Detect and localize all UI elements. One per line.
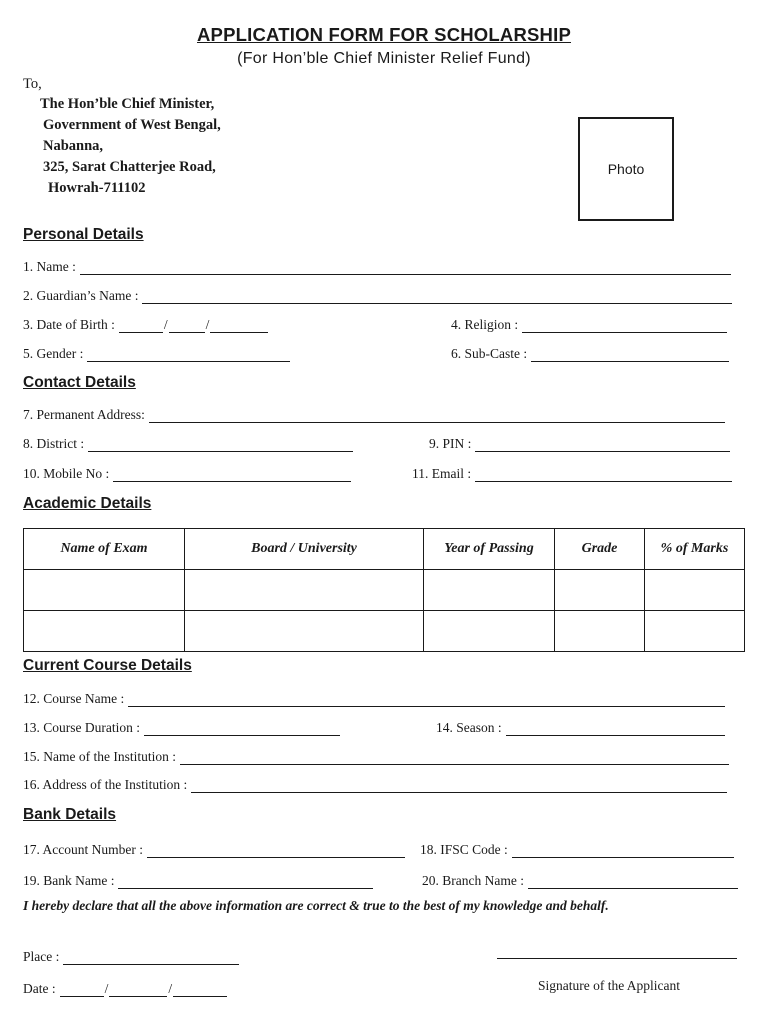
account-number-field[interactable]: [23, 838, 405, 858]
institution-name-input-line[interactable]: [180, 750, 729, 765]
ifsc-code-field[interactable]: [420, 838, 734, 858]
place-label: Place :: [23, 949, 60, 964]
mobile-field[interactable]: [23, 462, 351, 482]
bank-name-input-line[interactable]: [118, 874, 373, 889]
district-label: 8. District :: [23, 436, 85, 451]
section-personal-details: Personal Details: [23, 226, 144, 243]
date-label: Date :: [23, 981, 56, 996]
declaration-text: I hereby declare that all the above information are correct & true to the best of my knowledge and behalf.: [23, 898, 609, 913]
course-duration-field[interactable]: [23, 716, 340, 736]
district-input-line[interactable]: [88, 437, 353, 452]
bank-name-label: 19. Bank Name :: [23, 873, 115, 888]
address-line-5: Howrah-711102: [48, 180, 146, 196]
col-board-university: Board / University: [185, 529, 424, 570]
form-title: APPLICATION FORM FOR SCHOLARSHIP: [197, 24, 571, 45]
photo-label: Photo: [607, 161, 645, 177]
branch-name-label: 20. Branch Name :: [422, 873, 524, 888]
pin-input-line[interactable]: [475, 437, 730, 452]
dob-day-line[interactable]: [119, 318, 163, 333]
date-of-birth-label: 3. Date of Birth :: [23, 317, 115, 332]
section-bank-details: Bank Details: [23, 806, 117, 823]
table-cell[interactable]: [645, 611, 745, 652]
col-year-of-passing: Year of Passing: [424, 529, 555, 570]
permanent-address-input-line[interactable]: [149, 408, 725, 423]
address-line-2: Government of West Bengal,: [43, 117, 221, 133]
sub-caste-label: 6. Sub-Caste :: [451, 346, 528, 361]
date-month-line[interactable]: [109, 982, 167, 997]
place-input-line[interactable]: [63, 950, 239, 965]
section-academic-details: Academic Details: [23, 495, 152, 512]
table-cell[interactable]: [645, 570, 745, 611]
institution-name-label: 15. Name of the Institution :: [23, 749, 176, 764]
permanent-address-field[interactable]: [23, 403, 725, 423]
institution-address-input-line[interactable]: [191, 778, 727, 793]
institution-name-field[interactable]: [23, 745, 729, 765]
col-grade: Grade: [555, 529, 645, 570]
branch-name-field[interactable]: [422, 869, 738, 889]
table-cell[interactable]: [424, 611, 555, 652]
season-field[interactable]: [436, 716, 725, 736]
pin-label: 9. PIN :: [429, 436, 472, 451]
course-name-input-line[interactable]: [128, 692, 725, 707]
institution-address-field[interactable]: [23, 773, 727, 793]
date-field[interactable]: Date : / /: [23, 977, 237, 997]
gender-label: 5. Gender :: [23, 346, 84, 361]
table-cell[interactable]: [424, 570, 555, 611]
season-input-line[interactable]: [506, 721, 725, 736]
form-subtitle: (For Hon’ble Chief Minister Relief Fund): [237, 50, 531, 67]
branch-name-input-line[interactable]: [528, 874, 738, 889]
ifsc-code-input-line[interactable]: [512, 843, 734, 858]
email-input-line[interactable]: [475, 467, 732, 482]
gender-input-line[interactable]: [87, 347, 290, 362]
course-duration-input-line[interactable]: [144, 721, 340, 736]
table-cell[interactable]: [185, 570, 424, 611]
mobile-label: 10. Mobile No :: [23, 466, 110, 481]
section-current-course-details: Current Course Details: [23, 657, 192, 674]
season-label: 14. Season :: [436, 720, 502, 735]
section-contact-details: Contact Details: [23, 374, 136, 391]
guardian-name-field[interactable]: [23, 284, 732, 304]
table-row: [24, 570, 745, 611]
address-line-3: Nabanna,: [43, 138, 104, 154]
dob-month-line[interactable]: [169, 318, 205, 333]
course-name-field[interactable]: [23, 687, 725, 707]
sub-caste-field[interactable]: [451, 342, 729, 362]
email-label: 11. Email :: [412, 466, 472, 481]
religion-input-line[interactable]: [522, 318, 727, 333]
photo-box[interactable]: [578, 117, 674, 221]
address-line-4: 325, Sarat Chatterjee Road,: [43, 159, 216, 175]
signature-label: Signature of the Applicant: [537, 978, 681, 993]
name-label: 1. Name :: [23, 259, 76, 274]
account-number-label: 17. Account Number :: [23, 842, 143, 857]
ifsc-code-label: 18. IFSC Code :: [420, 842, 508, 857]
date-day-line[interactable]: [60, 982, 104, 997]
table-row: [24, 611, 745, 652]
pin-field[interactable]: [429, 432, 730, 452]
district-field[interactable]: [23, 432, 353, 452]
date-of-birth-field[interactable]: 3. Date of Birth : / /: [23, 313, 289, 333]
date-year-line[interactable]: [173, 982, 227, 997]
gender-field[interactable]: [23, 342, 290, 362]
sub-caste-input-line[interactable]: [531, 347, 729, 362]
address-to: To,: [23, 76, 42, 92]
mobile-input-line[interactable]: [113, 467, 351, 482]
col-percent-marks: % of Marks: [645, 529, 745, 570]
course-name-label: 12. Course Name :: [23, 691, 125, 706]
permanent-address-label: 7. Permanent Address:: [23, 407, 145, 422]
academic-details-table: [23, 528, 745, 652]
email-field[interactable]: [412, 462, 732, 482]
course-duration-label: 13. Course Duration :: [23, 720, 140, 735]
table-cell[interactable]: [555, 570, 645, 611]
signature-line[interactable]: [497, 958, 737, 959]
name-field[interactable]: [23, 255, 731, 275]
guardian-name-input-line[interactable]: [142, 289, 732, 304]
table-cell[interactable]: [24, 611, 185, 652]
place-field[interactable]: [23, 945, 239, 965]
religion-label: 4. Religion :: [451, 317, 519, 332]
institution-address-label: 16. Address of the Institution :: [23, 777, 188, 792]
account-number-input-line[interactable]: [147, 843, 405, 858]
table-cell[interactable]: [555, 611, 645, 652]
table-header-row: [24, 529, 745, 570]
address-line-1: The Hon’ble Chief Minister,: [40, 96, 215, 112]
table-cell[interactable]: [24, 570, 185, 611]
table-cell[interactable]: [185, 611, 424, 652]
dob-year-line[interactable]: [210, 318, 268, 333]
bank-name-field[interactable]: [23, 869, 373, 889]
religion-field[interactable]: [451, 313, 727, 333]
guardian-name-label: 2. Guardian’s Name :: [23, 288, 139, 303]
col-name-of-exam: Name of Exam: [24, 529, 185, 570]
name-input-line[interactable]: [80, 260, 731, 275]
